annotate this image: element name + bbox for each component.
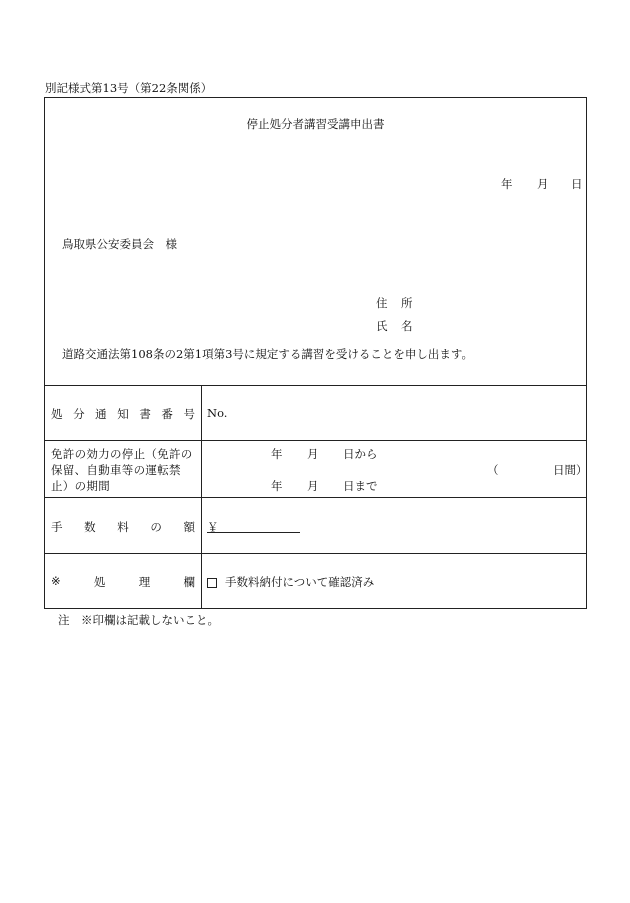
address-label-2: 所 (401, 296, 413, 310)
label-char: 数 (84, 520, 96, 534)
label-char: 号 (183, 407, 195, 421)
label-char: 料 (117, 520, 129, 534)
label-char: 理 (138, 575, 151, 589)
form-label: 別記様式第13号（第22条関係） (45, 81, 213, 95)
notice-number-label (51, 406, 195, 422)
to-day: 日まで (343, 479, 378, 493)
row-divider (45, 385, 586, 386)
application-form (44, 97, 587, 609)
processing-value (207, 574, 374, 590)
from-month: 月 (307, 447, 319, 461)
days-close: 日間） (553, 463, 588, 477)
addressee: 鳥取県公安委員会 様 (62, 237, 177, 251)
from-year: 年 (271, 447, 283, 461)
days-open-paren: （ (487, 463, 499, 477)
name-label-2: 名 (401, 319, 413, 333)
fee-underline (207, 532, 300, 533)
footnote: 注 ※印欄は記載しないこと。 (58, 613, 219, 627)
row-divider (45, 553, 586, 554)
suspension-period-label-line-1: 免許の効力の停止（免許の (51, 447, 193, 461)
label-char: 欄 (183, 575, 195, 589)
to-year: 年 (271, 479, 283, 493)
label-char: ※ (51, 574, 61, 588)
processing-value-text: 手数料納付について確認済み (225, 575, 375, 589)
from-day: 日から (343, 447, 378, 461)
label-char: 番 (161, 407, 173, 421)
declaration: 道路交通法第108条の2第1項第3号に規定する講習を受けることを申し出ます。 (62, 347, 473, 361)
date-day: 日 (571, 177, 583, 191)
fee-value[interactable]: ￥ (207, 520, 219, 534)
label-char: 通 (95, 407, 107, 421)
label-char: 額 (183, 520, 195, 534)
notice-number-value[interactable]: No. (207, 406, 228, 420)
address-label-1: 住 (376, 296, 388, 310)
label-char: 処 (93, 575, 106, 589)
row-divider (45, 440, 586, 441)
label-char: 知 (117, 407, 129, 421)
date-month: 月 (537, 177, 549, 191)
label-char: の (150, 520, 162, 534)
column-divider (201, 385, 202, 609)
name-label-1: 氏 (376, 319, 388, 333)
form-title: 停止処分者講習受講申出書 (246, 117, 385, 131)
date-year: 年 (501, 177, 513, 191)
suspension-period-label-line-2: 保留、自動車等の運転禁 (51, 463, 181, 477)
label-char: 書 (139, 407, 151, 421)
confirmation-checkbox[interactable] (207, 578, 217, 588)
suspension-period-label-line-3: 止）の期間 (51, 479, 110, 493)
processing-label (51, 574, 195, 590)
label-char: 分 (73, 407, 85, 421)
label-char: 手 (51, 520, 63, 534)
label-char: 処 (51, 407, 63, 421)
to-month: 月 (307, 479, 319, 493)
fee-label (51, 519, 195, 535)
row-divider (45, 497, 586, 498)
